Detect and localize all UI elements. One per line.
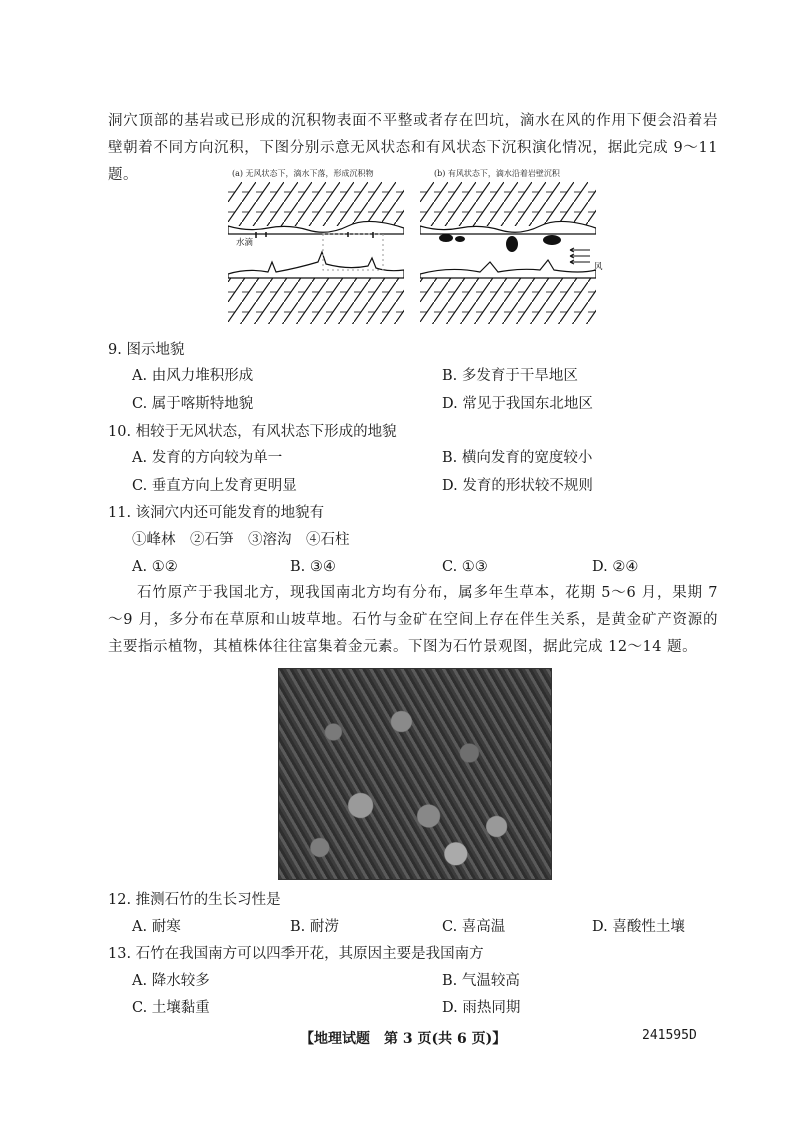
question-9-option-d[interactable]: D. 常见于我国东北地区 [442, 396, 593, 412]
question-13-option-d[interactable]: D. 雨热同期 [442, 1000, 521, 1016]
question-10-option-c[interactable]: C. 垂直方向上发育更明显 [132, 478, 297, 494]
question-10-option-d[interactable]: D. 发育的形状较不规则 [442, 478, 593, 494]
intro-paragraph-9-11: 洞穴顶部的基岩或已形成的沉积物表面不平整或者存在凹坑，滴水在风的作用下便会沿着岩壁朝着不同方向沉积，下图分别示意无风状态和有风状态下沉积演化情况，据此完成 9～11 题。 [108, 113, 718, 183]
question-9-option-a[interactable]: A. 由风力堆积形成 [132, 368, 254, 384]
figure-panel-a [228, 182, 404, 324]
question-9-option-b[interactable]: B. 多发育于干旱地区 [442, 368, 578, 384]
question-12-option-b[interactable]: B. 耐涝 [290, 919, 339, 935]
dianthus-landscape-photo [278, 668, 552, 880]
figure-caption-b: (b) 有风状态下，滴水沿着岩壁沉积 [434, 169, 560, 178]
question-11-option-c[interactable]: C. ①③ [442, 559, 488, 575]
question-10-option-a[interactable]: A. 发育的方向较为单一 [132, 450, 283, 466]
question-13-option-b[interactable]: B. 气温较高 [442, 973, 520, 989]
question-13-option-a[interactable]: A. 降水较多 [132, 973, 210, 989]
question-11-stem: 11. 该洞穴内还可能发育的地貌有 [108, 505, 325, 521]
question-9-option-c[interactable]: C. 属于喀斯特地貌 [132, 396, 254, 412]
intro-paragraph-12-14: 石竹原产于我国北方，现我国南北方均有分布，属多年生草本，花期 5～6 月，果期 7～9 月，多分布在草原和山坡草地。石竹与金矿在空间上存在伴生关系，是黄金矿产资源的主要指示植物，其植株体往往富集着金元素。下图为石竹景观图，据此完成 12～14 题。 [108, 585, 718, 655]
question-10-stem: 10. 相较于无风状态，有风状态下形成的地貌 [108, 424, 397, 440]
question-9-stem: 9. 图示地貌 [108, 342, 185, 358]
page-footer-code: 241595D [642, 1028, 697, 1043]
question-13-stem: 13. 石竹在我国南方可以四季开花，其原因主要是我国南方 [108, 946, 484, 962]
figure-caption-a: (a) 无风状态下，滴水下落，形成沉积物 [232, 169, 374, 178]
question-11-items: ①峰林 ②石笋 ③溶沟 ④石柱 [132, 532, 350, 548]
question-11-option-a[interactable]: A. ①② [132, 559, 178, 575]
figure-panel-b [420, 182, 596, 324]
figure-label-drip: 水滴 [236, 238, 254, 248]
question-12-option-d[interactable]: D. 喜酸性土壤 [592, 919, 685, 935]
question-12-option-a[interactable]: A. 耐寒 [132, 919, 181, 935]
page-footer-title: 【地理试题 第 3 页(共 6 页)】 [300, 1031, 507, 1047]
question-10-option-b[interactable]: B. 横向发育的宽度较小 [442, 450, 593, 466]
question-11-option-b[interactable]: B. ③④ [290, 559, 336, 575]
question-11-option-d[interactable]: D. ②④ [592, 559, 639, 575]
question-12-option-c[interactable]: C. 喜高温 [442, 919, 506, 935]
figure-label-wind: 风 [594, 262, 603, 272]
question-12-stem: 12. 推测石竹的生长习性是 [108, 892, 281, 908]
question-13-option-c[interactable]: C. 土壤黏重 [132, 1000, 210, 1016]
